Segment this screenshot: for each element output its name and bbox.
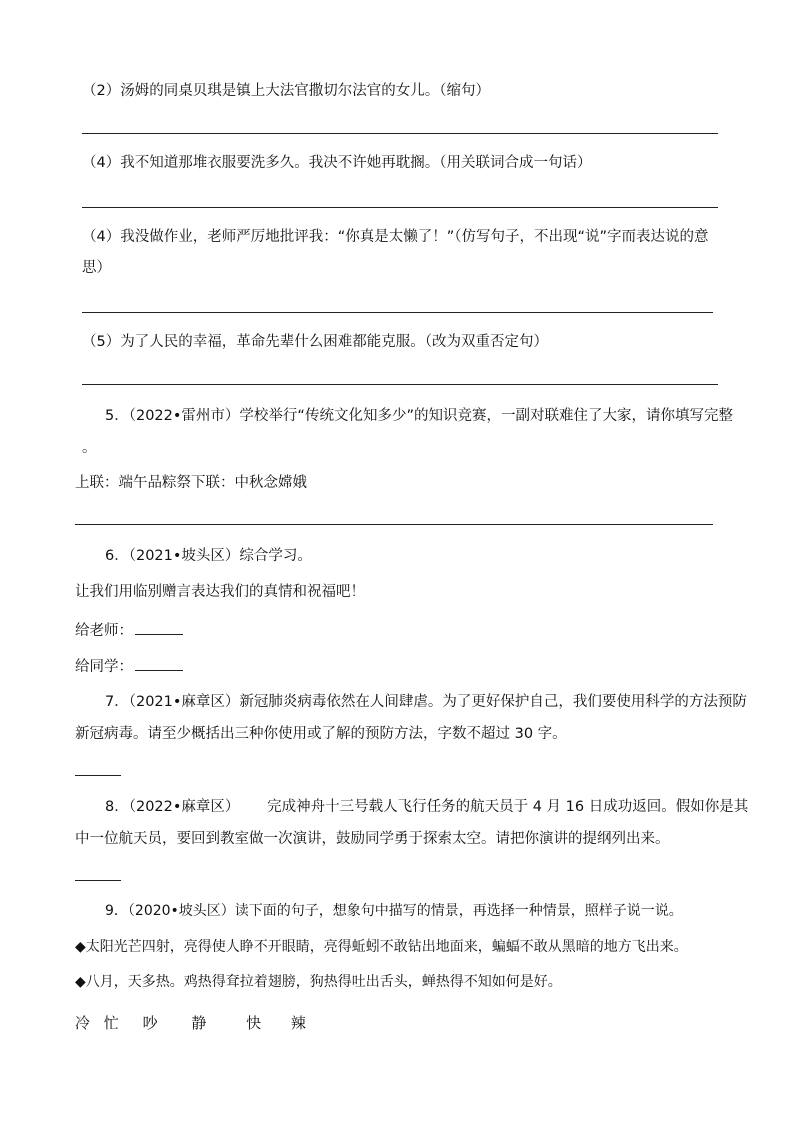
answer-line[interactable] bbox=[82, 207, 718, 208]
item5-line1: 5．（2022•雷州市）学校举行“传统文化知多少”的知识竞赛，一副对联难住了大家，请你填写完整 bbox=[105, 408, 733, 424]
q4a-text: （4）我不知道那堆衣服要洗多久。我决不许她再耽搁。（用关联词合成一句话） bbox=[82, 155, 592, 171]
word-3: 吵 bbox=[142, 1014, 158, 1032]
item9-line1: 9．（2020•坡头区）读下面的句子，想象句中描写的情景，再选择一种情景，照样子说一说。 bbox=[105, 903, 683, 919]
item8-line1: 8．（2022•麻章区） 完成神舟十三号载人飞行任务的航天员于 4 月 16 日成功返回。假如你是其 bbox=[105, 799, 749, 815]
answer-short-line[interactable] bbox=[75, 880, 121, 881]
q5sub-text: （5）为了人民的幸福，革命先辈什么困难都能克服。（改为双重否定句） bbox=[82, 334, 548, 350]
word-1: 冷 bbox=[75, 1014, 91, 1032]
item7-line2: 新冠病毒。请至少概括出三种你使用或了解的预防方法，字数不超过 30 字。 bbox=[75, 726, 567, 742]
item6-intro: 让我们用临别赠言表达我们的真情和祝福吧！ bbox=[75, 584, 365, 600]
teacher-blank[interactable] bbox=[135, 620, 183, 635]
q2-text: （2）汤姆的同桌贝琪是镇上大法官撒切尔法官的女儿。（缩句） bbox=[82, 83, 490, 99]
answer-line[interactable] bbox=[75, 524, 713, 525]
q4b-text-line1: （4）我没做作业，老师严厉地批评我：“你真是太懒了！”（仿写句子，不出现“说”字而表达说的意 bbox=[82, 229, 709, 245]
word-2: 忙 bbox=[103, 1014, 119, 1032]
answer-line[interactable] bbox=[82, 133, 718, 134]
item9-example2: ◆八月，天多热。鸡热得耷拉着翅膀，狗热得吐出舌头，蝉热得不知如何是好。 bbox=[75, 974, 562, 990]
answer-short-line[interactable] bbox=[75, 775, 121, 776]
item5-couplet: 上联：端午品粽祭下联：中秋念嫦娥 bbox=[75, 475, 307, 491]
word-4: 静 bbox=[191, 1014, 207, 1032]
teacher-label: 给老师： bbox=[75, 623, 133, 639]
item7-line1: 7．（2021•麻章区）新冠肺炎病毒依然在人间肆虐。为了更好保护自己，我们要使用科学的方法预防 bbox=[105, 694, 747, 710]
item6-title: 6．（2021•坡头区）综合学习。 bbox=[105, 548, 312, 564]
word-5: 快 bbox=[246, 1014, 262, 1032]
answer-line[interactable] bbox=[82, 312, 713, 313]
item6-teacher bbox=[75, 620, 183, 641]
item8-line2: 中一位航天员，要回到教室做一次演讲，鼓励同学勇于探索太空。请把你演讲的提纲列出来。 bbox=[75, 831, 670, 847]
item5-line2: 。 bbox=[82, 440, 97, 456]
classmate-label: 给同学： bbox=[75, 659, 133, 675]
answer-line[interactable] bbox=[82, 384, 718, 385]
item9-word-list bbox=[75, 1013, 311, 1033]
word-6: 辣 bbox=[290, 1014, 306, 1032]
q4b-text-line2: 思） bbox=[82, 260, 111, 276]
classmate-blank[interactable] bbox=[135, 656, 183, 671]
item6-classmate bbox=[75, 656, 183, 677]
item9-example1: ◆太阳光芒四射，亮得使人睁不开眼睛，亮得蚯蚓不敢钻出地面来，蝙蝠不敢从黑暗的地方飞出来。 bbox=[75, 939, 688, 955]
